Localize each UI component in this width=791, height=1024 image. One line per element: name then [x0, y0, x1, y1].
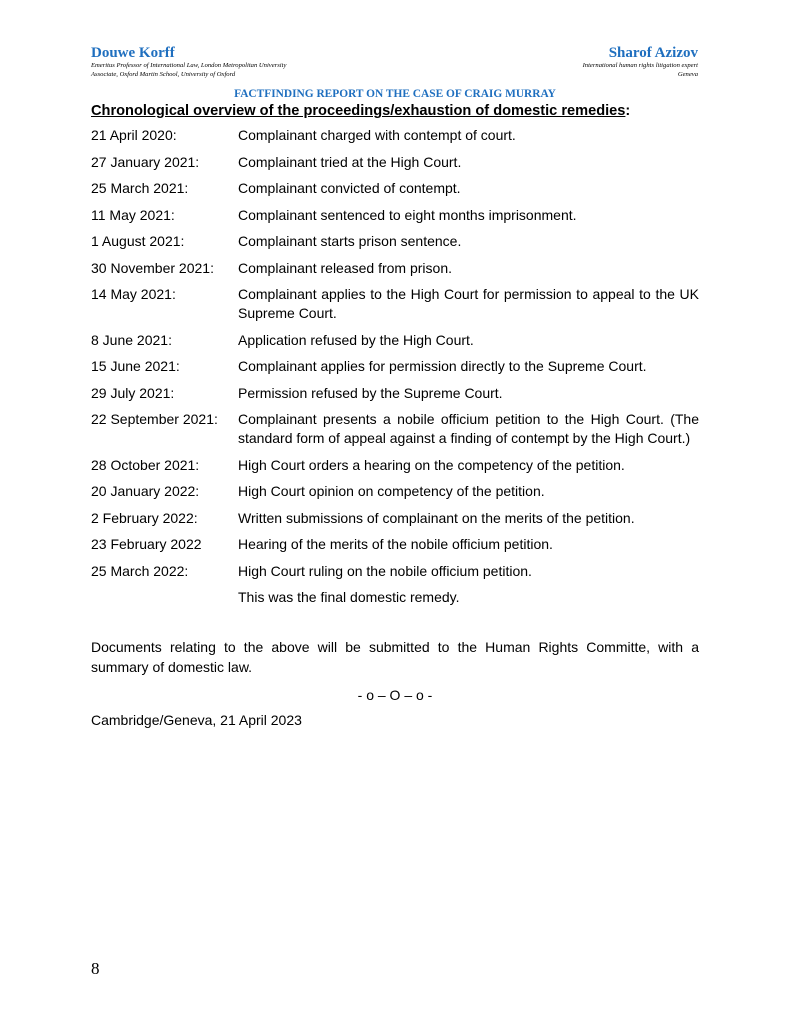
timeline-date: 28 October 2021:: [91, 456, 200, 473]
timeline-row: [91, 206, 699, 225]
timeline-date: 21 April 2020:: [91, 127, 177, 143]
timeline-row: [91, 259, 699, 278]
timeline-row: [91, 331, 699, 350]
timeline-list: [91, 126, 699, 615]
timeline-event: Complainant starts prison sentence.: [238, 233, 462, 249]
timeline-event: Complainant sentenced to eight months imprisonment.: [238, 206, 577, 223]
timeline-date: 15 June 2021:: [91, 358, 180, 374]
timeline-date: 20 January 2022:: [91, 483, 200, 499]
closing-paragraph: Documents relating to the above will be submitted to the Human Rights Committe, with a summary of domestic law.: [91, 639, 699, 675]
timeline-date: 23 February 2022: [91, 536, 202, 552]
timeline-date: 30 November 2021:: [91, 259, 214, 276]
timeline-date: 25 March 2021:: [91, 180, 189, 196]
timeline-row: [91, 482, 699, 501]
timeline-date: 22 September 2021:: [91, 411, 218, 427]
timeline-row: [91, 357, 699, 376]
timeline-event: Application refused by the High Court.: [238, 331, 474, 348]
timeline-event: Complainant applies to the High Court for permission to appeal to the UK Supreme Court.: [238, 286, 699, 321]
timeline-event: Permission refused by the Supreme Court.: [238, 384, 503, 401]
timeline-row: [91, 509, 699, 528]
timeline-event: Hearing of the merits of the nobile officium petition.: [238, 536, 553, 552]
section-separator: - o – O – o -: [357, 687, 433, 703]
timeline-row: [91, 285, 699, 323]
header-left: [91, 44, 391, 79]
timeline-event: Complainant tried at the High Court.: [238, 153, 462, 170]
header-right: [398, 44, 698, 79]
timeline-date: 1 August 2021:: [91, 233, 185, 249]
timeline-row: [91, 126, 699, 145]
timeline-row: [91, 179, 699, 198]
timeline-row: [91, 384, 699, 403]
timeline-event: Written submissions of complainant on the merits of the petition.: [238, 509, 635, 526]
timeline-row: [91, 456, 699, 475]
timeline-row: [91, 562, 699, 581]
timeline-date: 11 May 2021:: [91, 206, 175, 223]
report-title: FACTFINDING REPORT ON THE CASE OF CRAIG MURRAY: [234, 88, 556, 100]
page-number: 8: [91, 959, 100, 978]
author-affiliation-left-2: Associate, Oxford Martin School, University of Oxford: [91, 70, 236, 78]
place-and-date: Cambridge/Geneva, 21 April 2023: [91, 712, 302, 728]
timeline-event: High Court orders a hearing on the competency of the petition.: [238, 456, 625, 473]
timeline-row: [91, 232, 699, 251]
timeline-event: This was the final domestic remedy.: [238, 589, 460, 605]
timeline-date: 29 July 2021:: [91, 384, 175, 401]
section-heading-colon: :: [625, 103, 631, 119]
timeline-event: Complainant released from prison.: [238, 259, 452, 276]
author-affiliation-left-1: Emeritus Professor of International Law, London Metropolitan University: [91, 62, 287, 69]
timeline-row: [91, 153, 699, 172]
timeline-row: [91, 588, 699, 607]
author-affiliation-right-2: Geneva: [677, 70, 698, 78]
timeline-row: [91, 410, 699, 448]
timeline-date: [91, 588, 238, 607]
timeline-date: 25 March 2022:: [91, 562, 189, 579]
timeline-row: [91, 535, 699, 554]
timeline-event: High Court ruling on the nobile officium petition.: [238, 562, 532, 579]
timeline-date: 8 June 2021:: [91, 331, 172, 348]
timeline-date: 2 February 2022:: [91, 509, 198, 526]
author-name-left: Douwe Korff: [91, 45, 175, 61]
timeline-event: Complainant applies for permission directly to the Supreme Court.: [238, 358, 647, 374]
timeline-date: 14 May 2021:: [91, 286, 176, 302]
author-name-right: Sharof Azizov: [608, 45, 698, 61]
timeline-event: High Court opinion on competency of the petition.: [238, 483, 545, 499]
timeline-event: Complainant charged with contempt of court.: [238, 127, 516, 143]
timeline-date: 27 January 2021:: [91, 153, 200, 170]
section-heading-text: Chronological overview of the proceedings/exhaustion of domestic remedies: [91, 103, 626, 119]
timeline-event: Complainant convicted of contempt.: [238, 180, 461, 196]
author-affiliation-right-1: International human rights litigation expert: [582, 62, 698, 69]
timeline-event: Complainant presents a nobile officium petition to the High Court. (The standard form of appeal against a finding of contempt by the High Court.): [238, 411, 699, 446]
section-heading: [91, 102, 711, 120]
